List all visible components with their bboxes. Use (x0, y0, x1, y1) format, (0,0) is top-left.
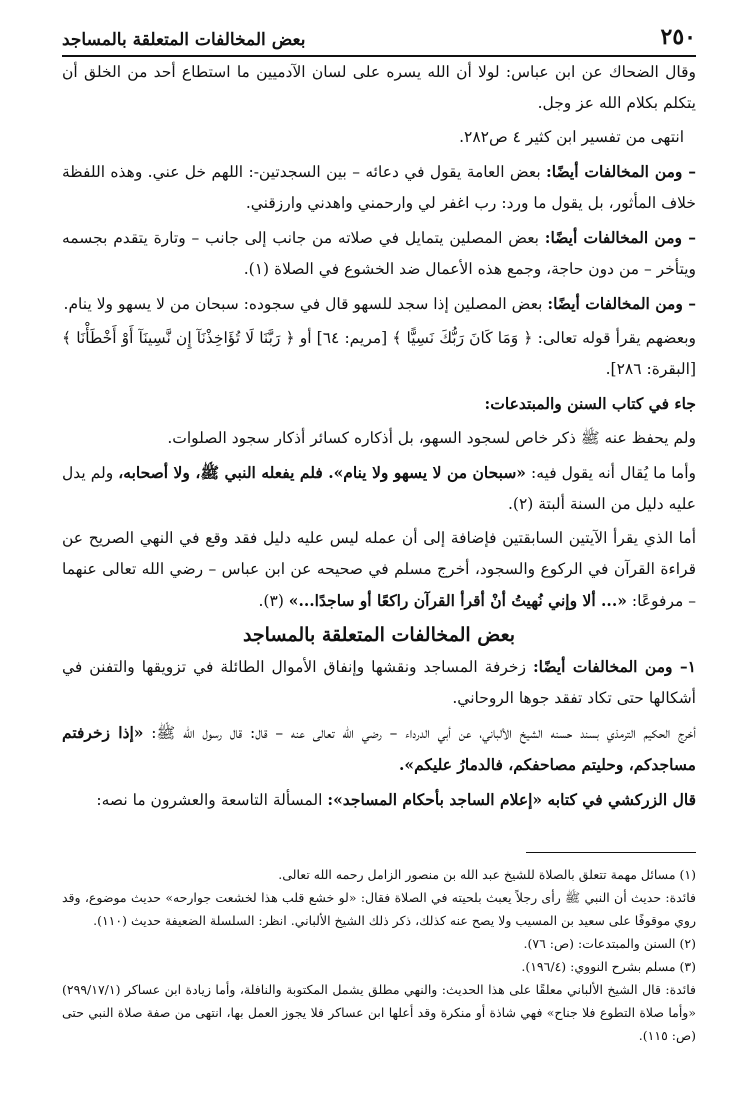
paragraph: ولم يحفظ عنه ﷺ ذكر خاص لسجود السهو، بل أذكاره كسائر أذكار سجود الصلوات. (167, 429, 696, 447)
lead-phrase: ١– ومن المخالفات أيضًا: (532, 657, 696, 676)
paragraph: قال الزركشي في كتابه «إعلام الساجد بأحكام المساجد»: المسألة التاسعة والعشرون ما نصه: (96, 790, 696, 809)
paragraph: انتهى من تفسير ابن كثير ٤ ص٢٨٢. (459, 128, 684, 146)
paragraph: – ومن المخالفات أيضًا: بعض العامة يقول في دعائه – بين السجدتين-: اللهم خل عني. وهذه اللفظة خلاف المأثور، بل يقول ما ورد: رب اغفر لي وارحمني واهدني وارزقني. (62, 162, 696, 212)
paragraph: جاء في كتاب السنن والمبتدعات: (484, 394, 696, 413)
quote: «سبحان من لا يسهو ولا ينام». فلم يفعله النبي ﷺ، ولا أصحابه، (118, 463, 526, 482)
quote: «... ألا وإني نُهيتُ أنْ أقرأ القرآن راكعًا أو ساجدًا...» (288, 591, 627, 610)
footnote: (٢) السنن والمبتدعات: (ص: ٧٦). (523, 936, 696, 951)
main-text (62, 57, 696, 816)
footnote: (١) مسائل مهمة تتعلق بالصلاة للشيخ عبد الله بن منصور الزامل رحمه الله تعالى. (278, 867, 696, 882)
lead-phrase: – ومن المخالفات أيضًا: (547, 294, 696, 313)
footnote-divider (526, 852, 696, 853)
paragraph: – ومن المخالفات أيضًا: بعض المصلين يتمايل في صلاته من جانب إلى جانب – وتارة يتقدم بجسمه ويتأخر – من دون حاجة، وجمع هذه الأعمال ضد الخشوع في الصلاة (١). (62, 228, 696, 278)
footnote: (٣) مسلم بشرح النووي: (١٩٦/٤). (521, 959, 696, 974)
footnote-note: فائدة: قال الشيخ الألباني معلقًا على هذا الحديث: والنهي مطلق يشمل المكتوبة والنافلة، وأما زيادة ابن عساكر (٢٩٩/١٧/١) «وأما صلاة التطوع فلا جناح» فهي شاذة أو منكرة وقد أعلها ابن عساكر فلا يجوز العمل بها، انتهى من صفة صلاة النبي حتى (ص: ١١٥). (62, 982, 696, 1043)
footnotes (62, 863, 696, 1047)
page-number: ٢٥٠ (660, 24, 696, 50)
running-title: بعض المخالفات المتعلقة بالمساجد (62, 30, 306, 50)
quote: «إذا زخرفتم مساجدكم، وحليتم مصاحفكم، فالدمارُ عليكم». (62, 723, 696, 774)
paragraph: أما الذي يقرأ الآيتين السابقتين فإضافة إلى أن عمله ليس عليه دليل فقد وقع في النهي الصريح عن قراءة القرآن في الركوع والسجود، أخرج مسلم في صحيحه عن ابن عباس – رضي الله تعالى عنهما – مرفوعًا: «... ألا وإني نُهيتُ أنْ أقرأ القرآن راكعًا أو ساجدًا...» (٣). (62, 529, 696, 610)
paragraph: وقال الضحاك عن ابن عباس: لولا أن الله يسره على لسان الآدميين ما استطاع أحد من الخلق أن يتكلم بكلام الله عز وجل. (62, 63, 696, 112)
paragraph: ١– ومن المخالفات أيضًا: زخرفة المساجد ونقشها وإنفاق الأموال الطائلة في تزويقها والتفنن في أشكالها حتى تكاد تفقد جوها الروحاني. (62, 657, 696, 707)
section-heading: بعض المخالفات المتعلقة بالمساجد (242, 624, 516, 646)
lead-phrase: – ومن المخالفات أيضًا: (546, 162, 696, 181)
paragraph: – ومن المخالفات أيضًا: بعض المصلين إذا سجد للسهو قال في سجوده: سبحان من لا يسهو ولا ينام. (63, 294, 696, 313)
running-header (62, 24, 696, 57)
footnote-note: فائدة: حديث أن النبي ﷺ رأى رجلاً يعبث بلحيته في الصلاة فقال: «لو خشع قلب هذا لخشعت جوارحه» حديث موضوع، وقد روي موقوفًا على سعيد بن المسيب ولا يصح عنه كذلك، ذكر ذلك الشيخ الألباني. انظر: السلسلة الضعيفة حديث (١١٠). (62, 890, 696, 928)
paragraph: وأما ما يُقال أنه يقول فيه: «سبحان من لا يسهو ولا ينام». فلم يفعله النبي ﷺ، ولا أصحابه، ولم يدل عليه دليل من السنة ألبتة (٢). (62, 463, 696, 513)
paragraph: أخرج الحكيم الترمذي بسند حسنه الشيخ الألباني، عن أبي الدرداء – رضي الله تعالى عنه – قال: قال رسول الله ﷺ: «إذا زخرفتم مساجدكم، وحليتم مصاحفكم، فالدمارُ عليكم». (62, 723, 696, 774)
paragraph: وبعضهم يقرأ قوله تعالى: ﴿ وَمَا كَانَ رَبُّكَ نَسِيًّا ﴾ [مريم: ٦٤] أو ﴿ رَبَّنَا لَا تُؤَاخِذْنَآ إِن نَّسِينَآ أَوْ أَخْطَأْنَا ﴾ [البقرة: ٢٨٦]. (62, 329, 696, 378)
lead-phrase: قال الزركشي في كتابه «إعلام الساجد بأحكام المساجد»: (327, 790, 696, 809)
lead-phrase: – ومن المخالفات أيضًا: (544, 228, 696, 247)
